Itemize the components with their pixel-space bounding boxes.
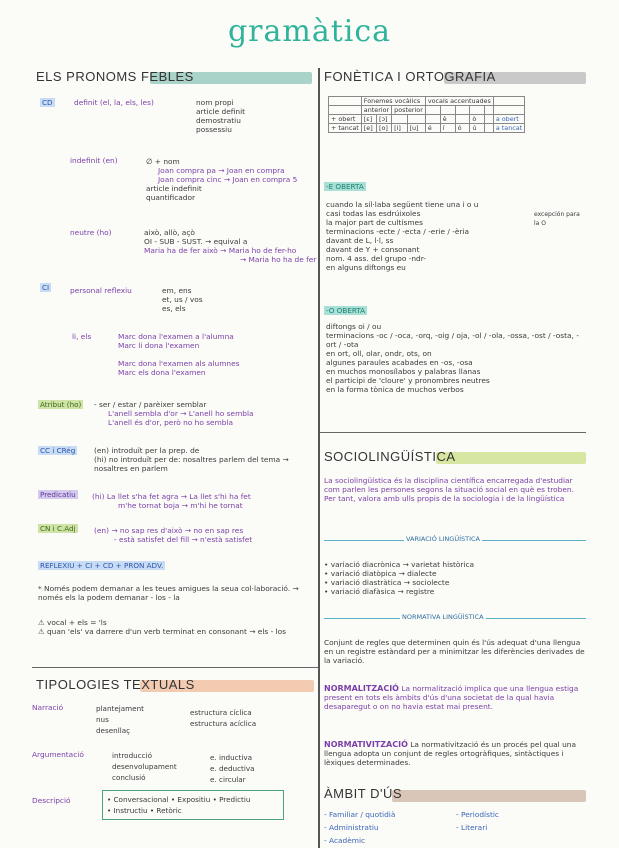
argumentacio-items [112, 750, 177, 783]
predicatiu-item: (hi) La llet s'ha fet agra → La llet s'hi ha fet [92, 492, 251, 501]
normalitzacio-block [324, 684, 588, 711]
note: * Només podem demanar a les teues amigues la seua col·laboració. → només els la podem demanar - los - la [38, 584, 299, 602]
e-oberta-tag: -E OBERTA [326, 182, 364, 191]
cn-item: (en) → no sap res d'això → no en sap res [94, 526, 244, 535]
section-divider-right [320, 432, 586, 433]
e-oberta-item: en alguns diftongs eu [326, 263, 406, 272]
ccl-item: (en) introduït per la prep. de [94, 446, 200, 455]
indefinit-item: ∅ + nom [146, 157, 180, 166]
neutre-item: → Maria ho ha de fer [240, 255, 317, 264]
notes [38, 584, 314, 636]
descripcio-label: Descripció [32, 796, 71, 805]
normativitzacio-tag: NORMATIVITZACIÓ [324, 740, 408, 749]
li-example: Marc li dona l'examen [118, 341, 200, 350]
o-oberta-item: algunes paraules acabades en -os, -osa [326, 358, 473, 367]
indefinit-item: article indefinit [146, 184, 202, 193]
definit-items [196, 98, 245, 134]
personal-items [162, 286, 203, 313]
normativa-text: Conjunt de regles que determinen quin és l'ús adequat d'una llengua en un registre estàndard per a minimitzar les diferències derivades de la variació. [324, 638, 585, 665]
table-row-label: + tancat [329, 124, 362, 133]
variacio-list [324, 560, 474, 596]
normalitzacio-tag: NORMALITZACIÓ [324, 684, 399, 693]
neutre-items [144, 228, 316, 264]
li-els-label: li, els [72, 332, 92, 341]
argumentacio-item: desenvolupament [112, 762, 177, 771]
atribut-item: - ser / estar / parèixer semblar [94, 400, 207, 409]
personal-label: personal reflexiu [70, 286, 132, 295]
socio-definition: La sociolingüística és la disciplina científica encarregada d'estudiar com parlen les persones segons la situació social en què es troben. Per tant, valora amb ulls propis de la sociologia i de la lingüística [324, 476, 574, 503]
definit-item: nom propi [196, 98, 234, 107]
atribut-tag: Atribut (ho) [40, 400, 82, 409]
table-subheader: anterior [361, 106, 391, 115]
argumentacio-item: introducció [112, 751, 152, 760]
o-oberta-item: el participi de 'cloure' y pronombres neutres [326, 376, 490, 385]
excepcio-note: excepción para la O [534, 211, 580, 227]
personal-item: es, els [162, 304, 186, 313]
neutre-item: Maria ha de fer això → Maria ho de fer-ho [144, 246, 297, 255]
ambit-left-list [324, 810, 395, 845]
e-oberta-list [326, 200, 478, 272]
ambit-heading: ÀMBIT D'ÚS [324, 786, 403, 801]
note: ⚠ quan 'els' va darrere d'un verb terminat en consonant → els - los [38, 627, 287, 636]
e-oberta-item: nom. 4 ass. del grupo -ndr- [326, 254, 426, 263]
narracio-item: desenllaç [96, 726, 131, 735]
indefinit-label: indefinit (en) [70, 156, 118, 165]
atribut-items [94, 400, 254, 427]
variacio-item: • variació diafàsica → registre [324, 587, 435, 596]
tipologies-heading: TIPOLOGIES TEXTUALS [36, 677, 195, 692]
li-example: Marc dona l'examen a l'alumna [118, 332, 234, 341]
o-oberta-item: en muchos monosílabos y palabras llanas [326, 367, 481, 376]
o-oberta-item: terminacions -oc / -oca, -orq, -oig / oja, -ol / -ola, -ossa, -ost / -osta, -ort / -ota [326, 331, 579, 349]
table-header: Fonemes vocàlics [361, 97, 425, 106]
variacio-item: • variació diastràtica → sociolecte [324, 578, 450, 587]
desc-item: • Predictiu [212, 795, 251, 804]
narracio-label: Narració [32, 703, 64, 712]
vocal-table: Fonemes vocàlics vocals accentuades anterior posterior + obert [ɛ] [ɔ] è ò a obert + tancat [e] [o] [i] [u] é í ó ú a tancat [328, 96, 525, 133]
table-row-label: + obert [329, 115, 362, 124]
desc-item: • Expositiu [170, 795, 211, 804]
ccl-tag: CC i CRég [40, 446, 76, 455]
e-oberta-item: terminacions -ecte / -ecta / -erie / -èria [326, 227, 470, 236]
o-oberta-item: diftongs oi / ou [326, 322, 382, 331]
descripcio-box [102, 790, 284, 820]
personal-item: et, us / vos [162, 295, 203, 304]
neutre-label: neutre (ho) [70, 228, 112, 237]
ambit-item: - Administratiu [324, 823, 379, 832]
estructura-item: e. circular [210, 775, 246, 784]
predicatiu-tag: Predicatiu [40, 490, 76, 499]
estructura-item: e. deductiva [210, 764, 255, 773]
predicatiu-items [92, 492, 251, 510]
section-divider-left [32, 667, 318, 668]
cn-items [94, 526, 252, 544]
note: ⚠ vocal + els = 'ls [38, 618, 107, 627]
cn-item: - està satisfet del fill → n'està satisfet [114, 535, 253, 544]
neutre-item: OI - SUB - SUST. → equival a [144, 237, 248, 246]
narracio-estructura [190, 707, 256, 729]
normativitzacio-block [324, 740, 588, 767]
pronoms-heading: ELS PRONOMS FEBLES [36, 69, 194, 84]
li-example: Marc dona l'examen als alumnes [118, 359, 240, 368]
ambit-item: - Literari [456, 823, 488, 832]
e-oberta-item: casi todas las esdrúixoles [326, 209, 421, 218]
table-row-right: a obert [493, 115, 524, 124]
page-title: gramàtica [227, 14, 392, 49]
e-oberta-item: davant de L, l·l, ss [326, 236, 394, 245]
estructura-item: estructura cíclica [190, 708, 252, 717]
o-oberta-item: en ort, oll, olar, ondr, ots, on [326, 349, 432, 358]
ccl-item: (hi) no introduït per de: nosaltres parlem del tema → nosaltres en parlem [94, 455, 289, 473]
li-example: Marc els dona l'examen [118, 368, 206, 377]
table-row-right: a tancat [493, 124, 524, 133]
o-oberta-item: en la forma tònica de muchos verbos [326, 385, 464, 394]
narracio-item: nus [96, 715, 109, 724]
narracio-item: plantejament [96, 704, 144, 713]
e-oberta-item: davant de Y + consonant [326, 245, 420, 254]
argumentacio-estructura [210, 752, 255, 785]
variacio-item: • variació diacrònica → varietat històrica [324, 560, 475, 569]
li-examples [118, 332, 239, 377]
narracio-items [96, 703, 144, 736]
indefinit-item: Joan compra cinc → Joan en compra 5 [158, 175, 298, 184]
atribut-item: L'anell és d'or, però no ho sembla [108, 418, 234, 427]
normativa-tag: NORMATIVA LINGÜÍSTICA [402, 613, 484, 621]
fonetica-heading: FONÈTICA I ORTOGRAFIA [324, 69, 496, 84]
normalitzacio-text: La normalització implica que una llengua estiga present en tots els àmbits d'ús d'una societat de la qual havia desaparegut o on no havia estat mai present. [324, 684, 579, 711]
argumentacio-label: Argumentació [32, 750, 84, 759]
definit-item: demostratiu [196, 116, 241, 125]
definit-item: article definit [196, 107, 246, 116]
variacio-tag: VARIACIÓ LINGÜÍSTICA [406, 535, 480, 543]
indefinit-items [146, 157, 297, 202]
heading-highlight [392, 790, 586, 802]
definit-label: definit (el, la, els, les) [74, 98, 154, 107]
atribut-item: L'anell sembla d'or → L'anell ho sembla [108, 409, 254, 418]
ccl-items [94, 446, 316, 473]
indefinit-item: Joan compra pa → Joan en compra [158, 166, 285, 175]
desc-item: • Instructiu [107, 806, 148, 815]
cn-tag: CN i C.Adj [40, 524, 76, 533]
column-divider [318, 68, 320, 848]
heading-highlight [436, 452, 586, 464]
personal-item: em, ens [162, 286, 192, 295]
predicatiu-item: m'he tornat boja → m'hi he tornat [118, 501, 243, 510]
indefinit-item: quantificador [146, 193, 196, 202]
o-oberta-list [326, 322, 586, 394]
estructura-item: estructura acíclica [190, 719, 257, 728]
argumentacio-item: conclusió [112, 773, 146, 782]
neutre-item: això, allò, açò [144, 228, 195, 237]
estructura-item: e. inductiva [210, 753, 253, 762]
ambit-item: - Familiar / quotidià [324, 810, 396, 819]
normativitzacio-text: La normativització és un procés pel qual una llengua adopta un conjunt de regles ortogràfiques, sintàctiques i lèxiques determinades. [324, 740, 576, 767]
ambit-item: - Periodístic [456, 810, 499, 819]
ci-tag: CI [42, 283, 50, 292]
ambit-right-list [456, 810, 499, 832]
reflexiu-tag: REFLEXIU + CI + CD + PRON ADV. [40, 561, 164, 570]
cd-tag: CD [42, 98, 53, 107]
table-subheader: posterior [392, 106, 426, 115]
ambit-item: - Acadèmic [324, 836, 366, 845]
table-header: vocals accentuades [425, 97, 493, 106]
e-oberta-item: la major part de cultismes [326, 218, 423, 227]
socio-heading: SOCIOLINGÜÍSTICA [324, 449, 456, 464]
definit-item: possessiu [196, 125, 232, 134]
o-oberta-tag: -O OBERTA [326, 306, 366, 315]
e-oberta-item: cuando la síl·laba següent tiene una i o u [326, 200, 479, 209]
variacio-item: • variació diatòpica → dialecte [324, 569, 437, 578]
desc-item: • Conversacional [107, 795, 169, 804]
desc-item: • Retòric [149, 806, 182, 815]
